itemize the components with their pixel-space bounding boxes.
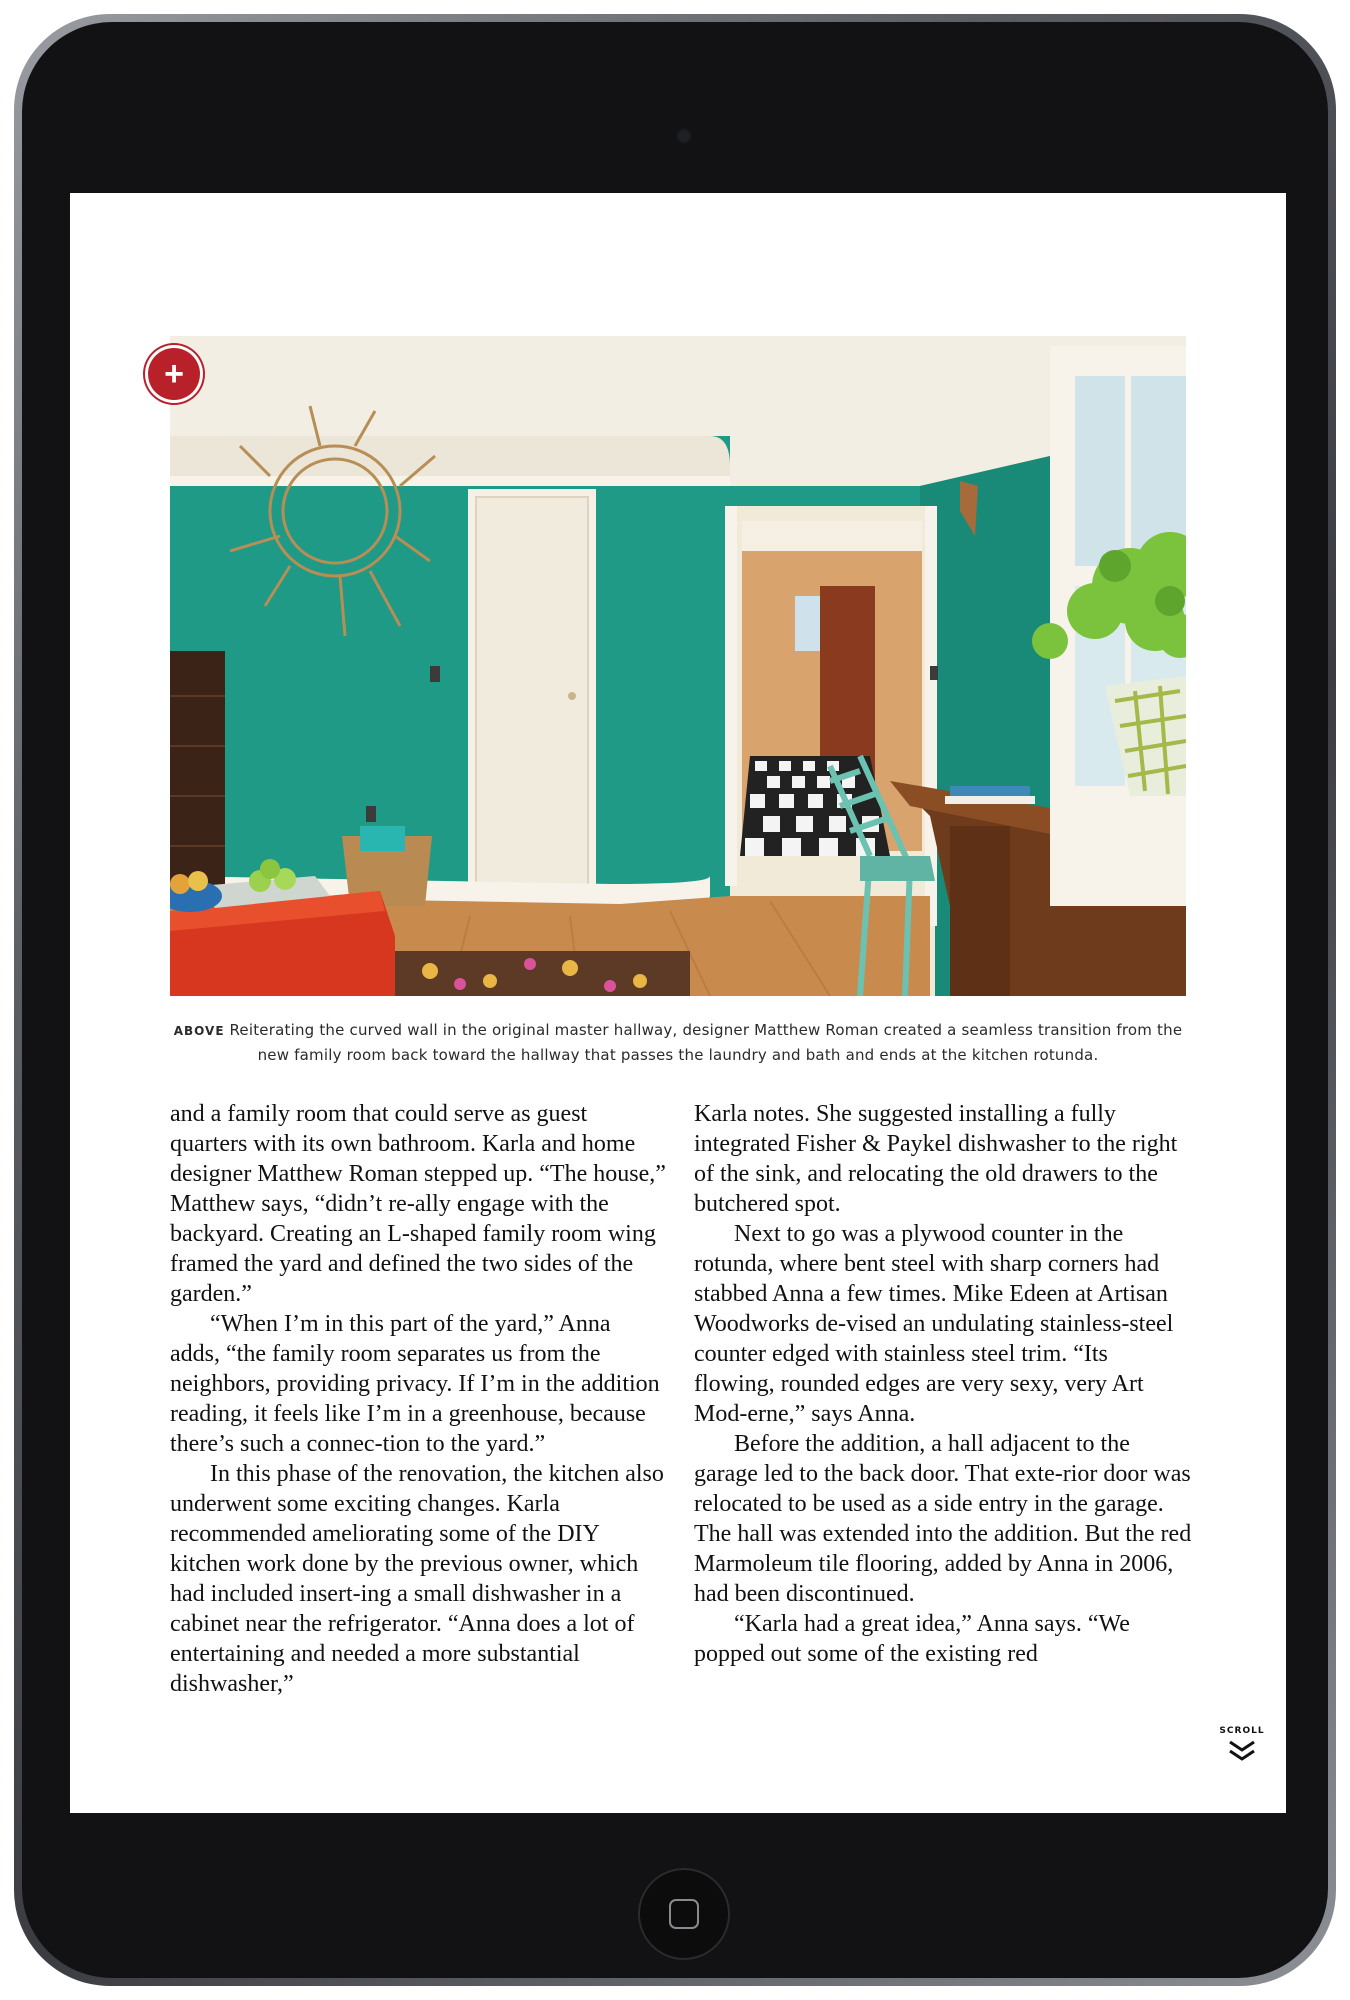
photo-family-room <box>170 336 1186 996</box>
caption-label: ABOVE <box>173 1024 225 1038</box>
photo-caption <box>170 1018 1186 1067</box>
article-paragraph: Karla notes. She suggested installing a fully integrated Fisher & Paykel dishwasher to the right of the sink, and relocating the old drawers to the butchered spot. <box>694 1101 1178 1217</box>
article-column-left <box>170 1099 666 1699</box>
home-button[interactable] <box>638 1868 730 1960</box>
article-column-right <box>694 1099 1194 1669</box>
article-paragraph: In this phase of the renovation, the kitchen also underwent some exciting changes. Karla recommended ameliorating some of the DIY kitchen work done by the previous owner, which had included insert-ing a small dishwasher in a cabinet near the refrigerator. “Anna does a lot of entertaining and needed a more substantial dishwasher,” <box>170 1461 664 1697</box>
front-camera <box>678 130 690 142</box>
expand-photo-button[interactable]: + <box>148 348 200 400</box>
tablet-screen <box>70 193 1286 1813</box>
article-paragraph: “Karla had a great idea,” Anna says. “We popped out some of the existing red <box>694 1611 1130 1667</box>
article-paragraph: “When I’m in this part of the yard,” Anna adds, “the family room separates us from the neighbors, providing privacy. If I’m in the addition reading, it feels like I’m in a greenhouse, because there’s such a connec-tion to the yard.” <box>170 1311 660 1457</box>
scroll-label: SCROLL <box>1219 1726 1265 1736</box>
article-paragraph: Next to go was a plywood counter in the rotunda, where bent steel with sharp corners had stabbed Anna a few times. Mike Edeen at Artisan Woodworks de-vised an undulating stainless-steel counter edged with stainless steel trim. “Its flowing, rounded edges are very sexy, very Art Mod-erne,” says Anna. <box>694 1221 1174 1427</box>
article-paragraph: and a family room that could serve as guest quarters with its own bathroom. Karla and home designer Matthew Roman stepped up. “The house,” Matthew says, “didn’t re-ally engage with the backyard. Creating an L-shaped family room wing framed the yard and defined the two sides of the garden.” <box>170 1101 666 1307</box>
double-chevron-down-icon <box>1227 1739 1257 1763</box>
home-square-icon <box>669 1899 699 1929</box>
caption-text: Reiterating the curved wall in the original master hallway, designer Matthew Roman created a seamless transition from the new family room back toward the hallway that passes the laundry and bath and ends at the kitchen rotunda. <box>229 1021 1183 1064</box>
article-photo[interactable] <box>170 336 1186 996</box>
article-paragraph: Before the addition, a hall adjacent to the garage led to the back door. That exte-rior door was relocated to be used as a side entry in the garage. The hall was extended into the addition. But the red Marmoleum tile flooring, added by Anna in 2006, had been discontinued. <box>694 1431 1192 1607</box>
scroll-hint[interactable] <box>1218 1726 1266 1763</box>
